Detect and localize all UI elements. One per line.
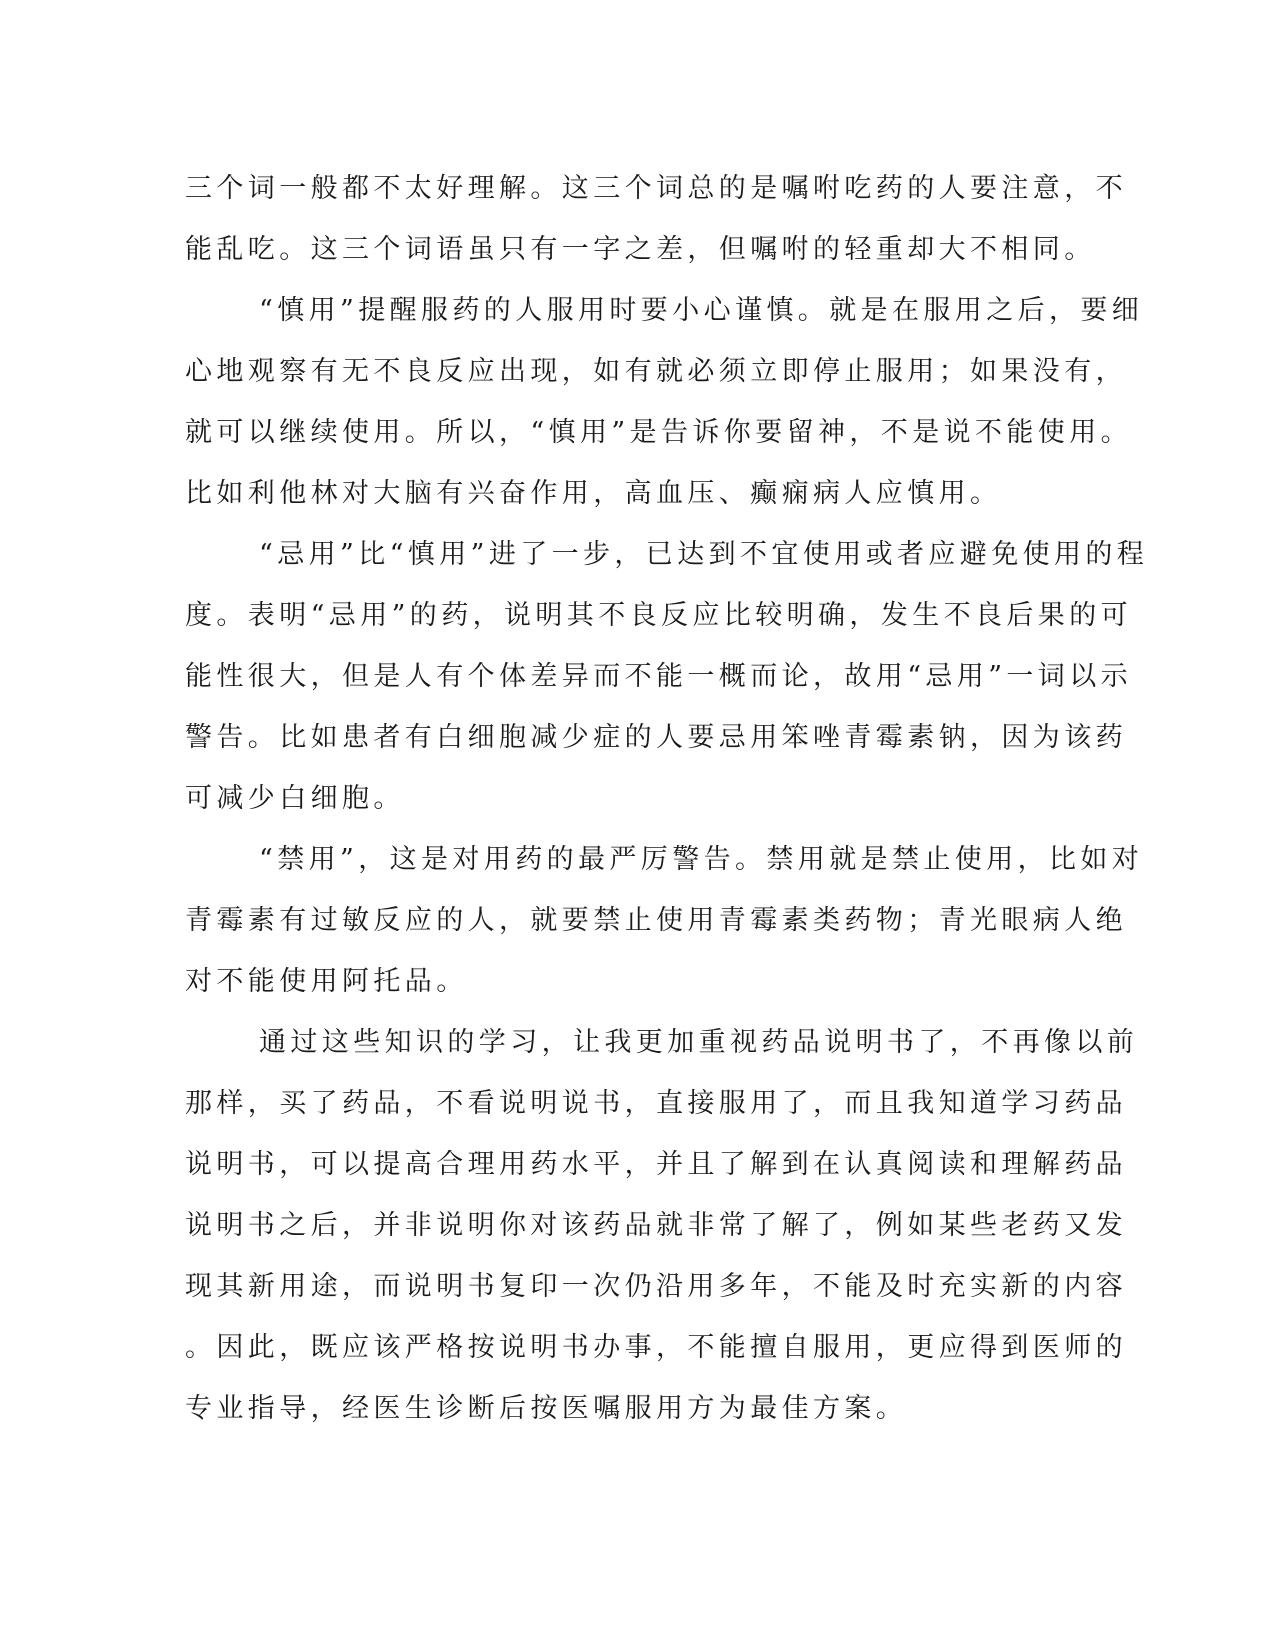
text-line: 度。表明“忌用”的药，说明其不良反应比较明确，发生不良后果的可 bbox=[185, 600, 1133, 631]
text-line: 就可以继续使用。所以，“慎用”是告诉你要留神，不是说不能使用。 bbox=[185, 417, 1133, 448]
text-line: 现其新用途，而说明书复印一次仍沿用多年，不能及时充实新的内容 bbox=[185, 1271, 1127, 1302]
text-line: 比如利他林对大脑有兴奋作用，高血压、癫痫病人应慎用。 bbox=[185, 478, 1002, 509]
document-body bbox=[185, 158, 1149, 1439]
text-line: “忌用”比“慎用”进了一步，已达到不宜使用或者应避免使用的程 bbox=[259, 539, 1149, 570]
text-line: 对不能使用阿托品。 bbox=[185, 966, 468, 997]
paragraph-shenyong bbox=[185, 280, 1144, 524]
text-line: 专业指导，经医生诊断后按医嘱服用方为最佳方案。 bbox=[185, 1393, 908, 1424]
text-line: 通过这些知识的学习，让我更加重视药品说明书了，不再像以前 bbox=[259, 1027, 1139, 1058]
paragraph-conclusion bbox=[185, 1012, 1139, 1439]
text-line: 能性很大，但是人有个体差异而不能一概而论，故用“忌用”一词以示 bbox=[185, 661, 1133, 692]
text-line: 。因此，既应该严格按说明书办事，不能擅自服用，更应得到医师的 bbox=[185, 1332, 1127, 1363]
text-line: 警告。比如患者有白细胞减少症的人要忌用笨唑青霉素钠，因为该药 bbox=[185, 722, 1127, 753]
text-line: 可减少白细胞。 bbox=[185, 783, 405, 814]
text-line: 能乱吃。这三个词语虽只有一字之差，但嘱咐的轻重却大不相同。 bbox=[185, 234, 1096, 265]
paragraph-intro bbox=[185, 158, 1127, 280]
text-line: “慎用”提醒服药的人服用时要小心谨慎。就是在服用之后，要细 bbox=[259, 295, 1144, 326]
paragraph-jiyong bbox=[185, 524, 1149, 829]
text-line: “禁用”，这是对用药的最严厉警告。禁用就是禁止使用，比如对 bbox=[259, 844, 1144, 875]
paragraph-jinyong bbox=[185, 829, 1144, 1012]
text-line: 青霉素有过敏反应的人，就要禁止使用青霉素类药物；青光眼病人绝 bbox=[185, 905, 1127, 936]
text-line: 说明书之后，并非说明你对该药品就非常了解了，例如某些老药又发 bbox=[185, 1210, 1127, 1241]
text-line: 说明书，可以提高合理用药水平，并且了解到在认真阅读和理解药品 bbox=[185, 1149, 1127, 1180]
text-line: 那样，买了药品，不看说明说书，直接服用了，而且我知道学习药品 bbox=[185, 1088, 1127, 1119]
text-line: 三个词一般都不太好理解。这三个词总的是嘱咐吃药的人要注意，不 bbox=[185, 173, 1127, 204]
text-line: 心地观察有无不良反应出现，如有就必须立即停止服用；如果没有， bbox=[185, 356, 1127, 387]
